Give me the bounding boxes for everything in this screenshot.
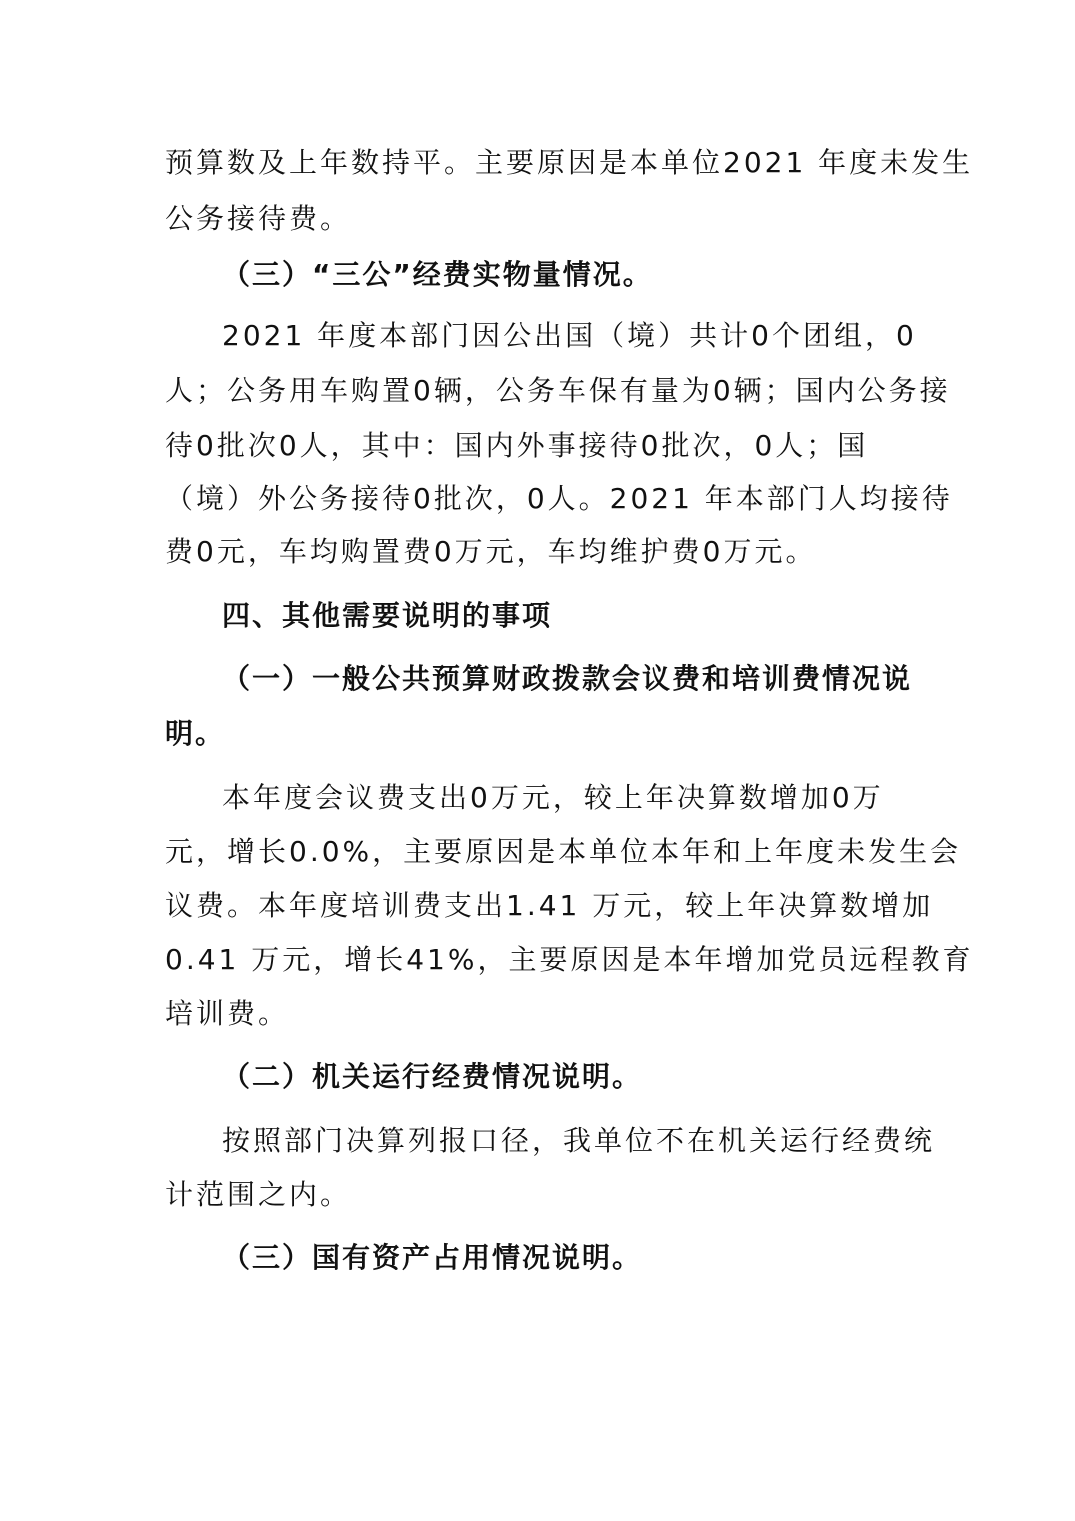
section-heading: （三）“三公”经费实物量情况。 bbox=[222, 258, 653, 291]
paragraph-line: （境）外公务接待0批次，0人。2021 年本部门人均接待 bbox=[165, 482, 953, 515]
paragraph-line: 按照部门决算列报口径，我单位不在机关运行经费统 bbox=[222, 1124, 936, 1157]
chapter-heading: 四、其他需要说明的事项 bbox=[222, 599, 553, 632]
paragraph-line: 培训费。 bbox=[165, 997, 290, 1030]
paragraph-line: 0.41 万元，增长41%，主要原因是本年增加党员远程教育 bbox=[165, 943, 974, 976]
paragraph-line: 计范围之内。 bbox=[165, 1178, 352, 1211]
paragraph-line: 人；公务用车购置0辆，公务车保有量为0辆；国内公务接 bbox=[165, 374, 951, 407]
paragraph-line: 2021 年度本部门因公出国（境）共计0个团组，0 bbox=[222, 319, 917, 352]
paragraph-line: 公务接待费。 bbox=[165, 202, 352, 235]
section-heading: （一）一般公共预算财政拨款会议费和培训费情况说 bbox=[222, 662, 913, 695]
paragraph-line: 费0元，车均购置费0万元，车均维护费0万元。 bbox=[165, 535, 817, 568]
section-heading-continuation: 明。 bbox=[165, 717, 226, 750]
paragraph-line: 元，增长0.0%，主要原因是本单位本年和上年度未发生会 bbox=[165, 835, 962, 868]
paragraph-line: 议费。本年度培训费支出1.41 万元，较上年决算数增加 bbox=[165, 889, 934, 922]
paragraph-line: 待0批次0人，其中：国内外事接待0批次，0人；国 bbox=[165, 429, 869, 462]
paragraph-line: 本年度会议费支出0万元，较上年决算数增加0万 bbox=[222, 781, 884, 814]
paragraph-line: 预算数及上年数持平。主要原因是本单位2021 年度未发生 bbox=[165, 146, 974, 179]
section-heading: （三）国有资产占用情况说明。 bbox=[222, 1241, 643, 1274]
section-heading: （二）机关运行经费情况说明。 bbox=[222, 1060, 643, 1093]
